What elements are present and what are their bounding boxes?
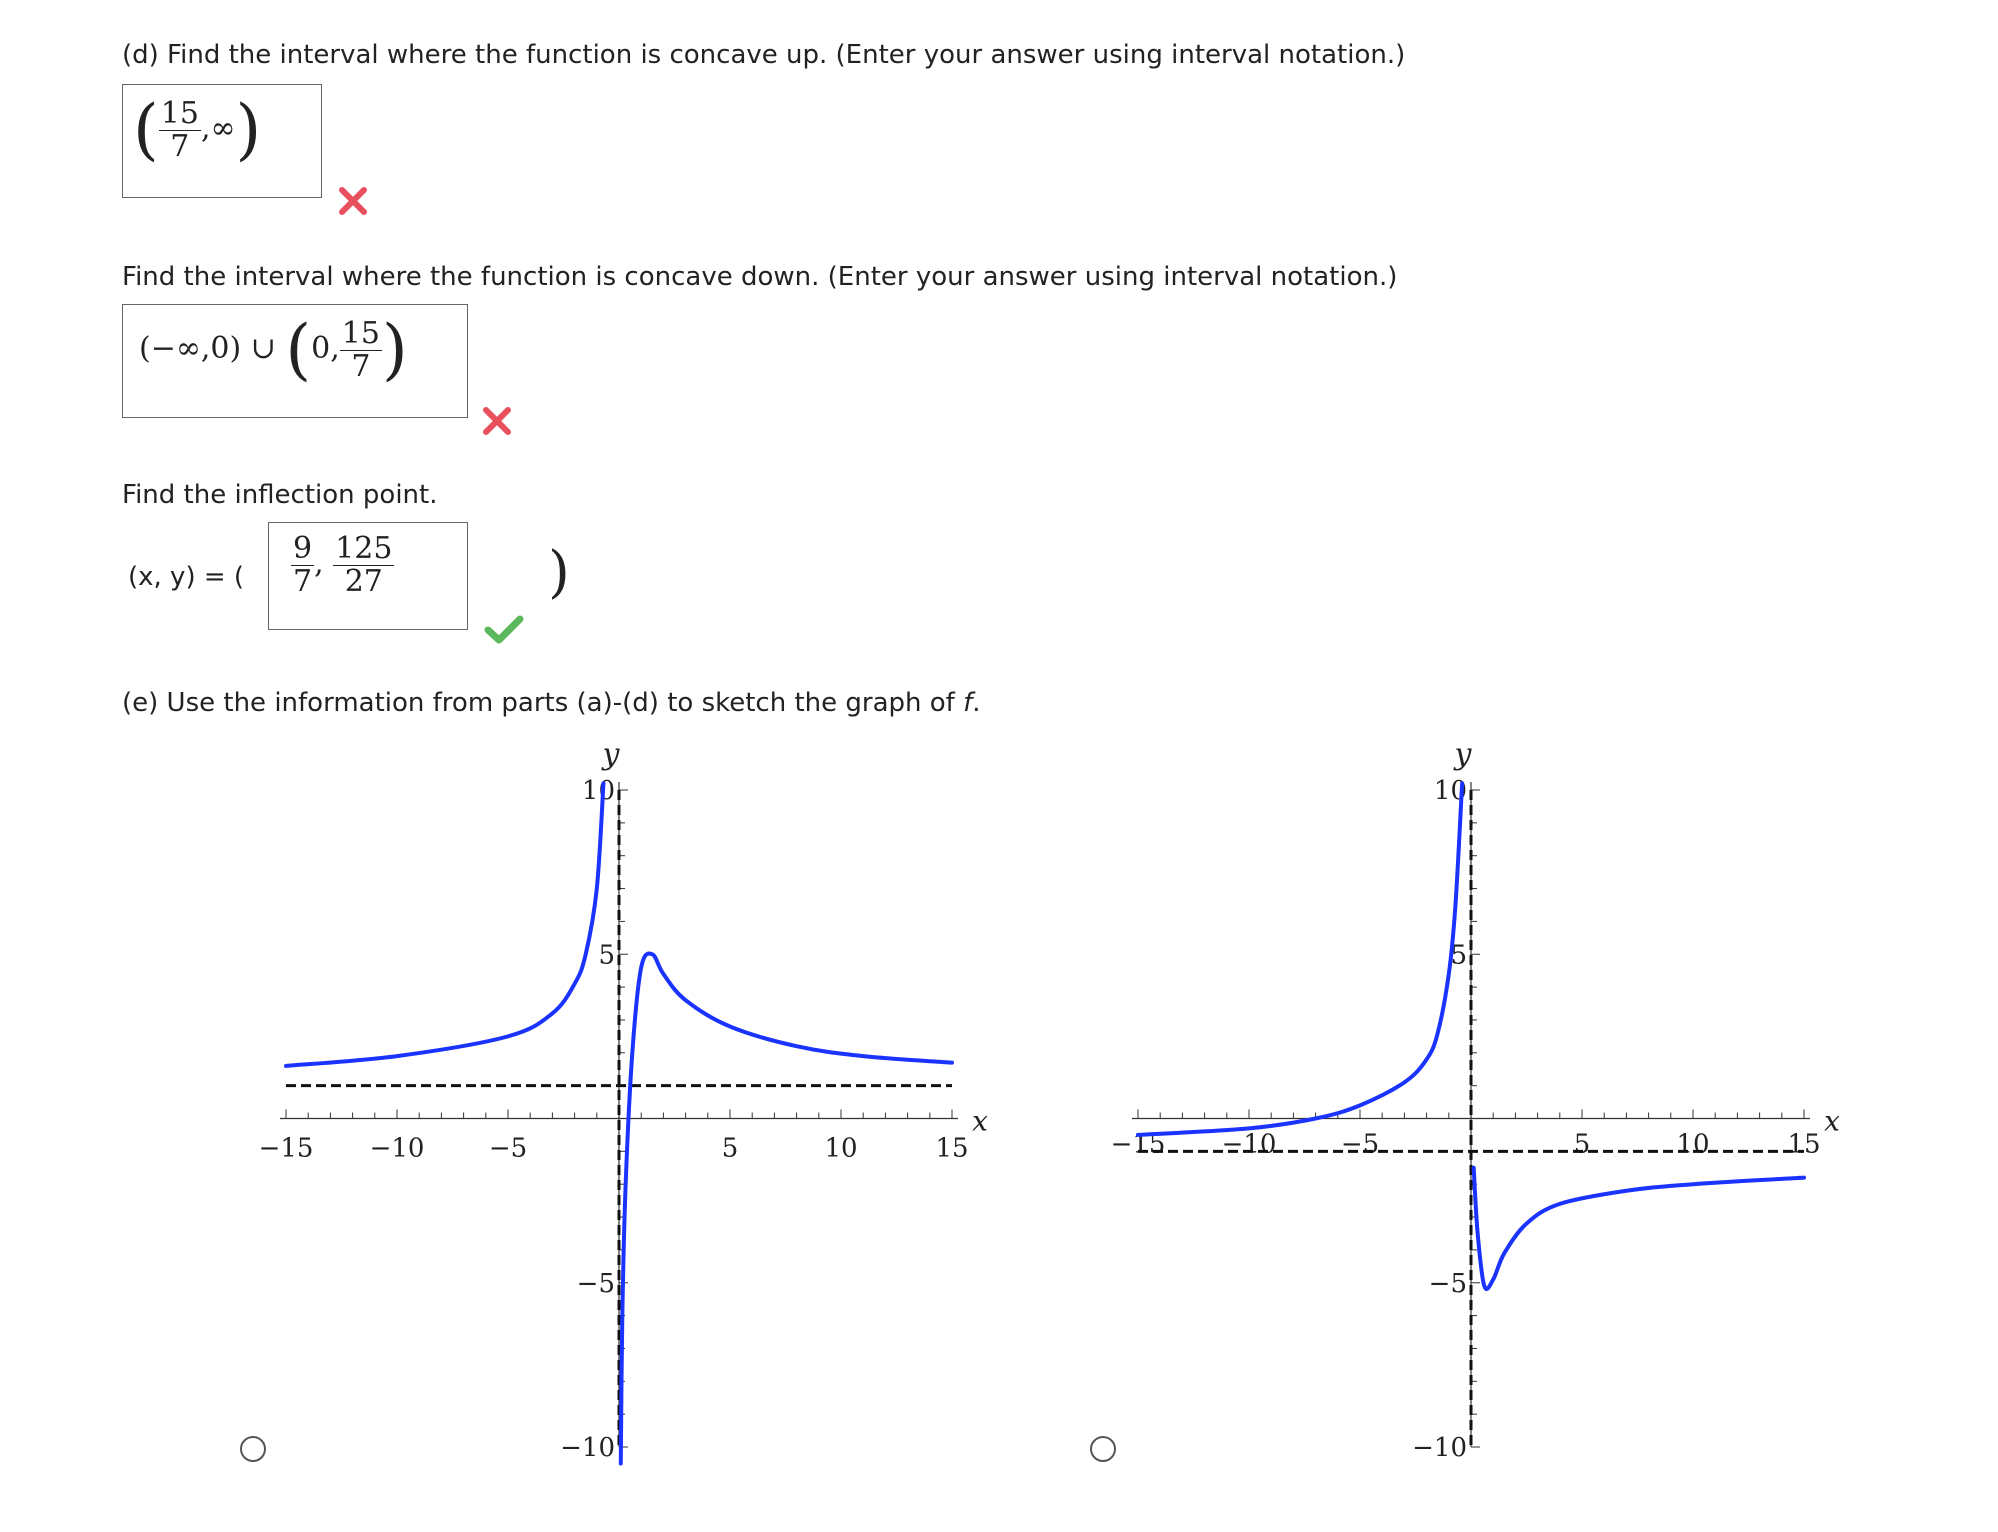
x-tick-label: 10	[1676, 1129, 1710, 1160]
fraction-denominator: 7	[351, 348, 371, 384]
y-tick-label: −5	[1428, 1268, 1467, 1299]
x-axis-label: x	[1824, 1104, 1840, 1138]
fraction-denominator: 7	[293, 563, 313, 599]
interval-text: (−∞,0) ∪	[139, 331, 276, 366]
concave-down-prompt: Find the interval where the function is concave down. (Enter your answer using interval notation.)	[122, 262, 1398, 292]
x-tick-label: 5	[721, 1133, 739, 1164]
concave-up-prompt: (d) Find the interval where the function is concave up. (Enter your answer using interval notation.)	[122, 40, 1406, 70]
fraction-denominator: 7	[170, 128, 190, 164]
fraction-denominator: 27	[344, 563, 383, 599]
radio-icon[interactable]	[240, 1436, 266, 1462]
close-paren: )	[381, 311, 408, 388]
x-tick-label: 5	[1573, 1129, 1591, 1160]
fraction-numerator: 15	[341, 316, 380, 351]
x-tick-label: −10	[369, 1133, 425, 1164]
x-tick-label: 10	[824, 1133, 858, 1164]
close-paren: )	[235, 91, 262, 168]
part-e-prompt: (e) Use the information from parts (a)-(d) to sketch the graph of f.	[122, 688, 981, 718]
inflection-label: (x, y) = (	[128, 562, 245, 592]
open-paren: (	[285, 311, 312, 388]
y-tick-label: −10	[1412, 1433, 1467, 1463]
fraction-numerator: 15	[160, 96, 199, 131]
interval-lead: 0,	[311, 331, 340, 366]
x-axis-label: x	[972, 1104, 988, 1138]
x-tick-label: −15	[258, 1133, 314, 1164]
y-axis-label: y	[1454, 737, 1472, 772]
inflection-close-paren: )	[548, 540, 570, 605]
y-tick-label: 5	[598, 940, 615, 971]
series-line	[1474, 1168, 1804, 1289]
series-line	[1138, 783, 1462, 1134]
x-tick-label: −5	[488, 1133, 528, 1164]
x-tick-label: 15	[935, 1133, 969, 1164]
fraction-numerator: 125	[335, 531, 393, 566]
y-tick-label: 5	[1450, 940, 1467, 971]
y-tick-label: 10	[1433, 776, 1467, 806]
infinity-text: ,∞	[200, 111, 236, 146]
x-tick-label: −10	[1221, 1129, 1277, 1160]
fraction-numerator: 9	[293, 531, 313, 566]
radio-icon[interactable]	[1090, 1436, 1116, 1462]
y-tick-label: −10	[560, 1433, 615, 1463]
y-tick-label: 10	[581, 776, 615, 806]
x-tick-label: 15	[1787, 1129, 1821, 1160]
inflection-prompt: Find the inflection point.	[122, 480, 438, 510]
y-tick-label: −5	[576, 1268, 615, 1299]
x-tick-label: −5	[1340, 1129, 1380, 1160]
separator: ,	[314, 546, 324, 581]
x-tick-label: −15	[1110, 1129, 1166, 1160]
y-axis-label: y	[602, 737, 620, 772]
open-paren: (	[133, 91, 159, 168]
